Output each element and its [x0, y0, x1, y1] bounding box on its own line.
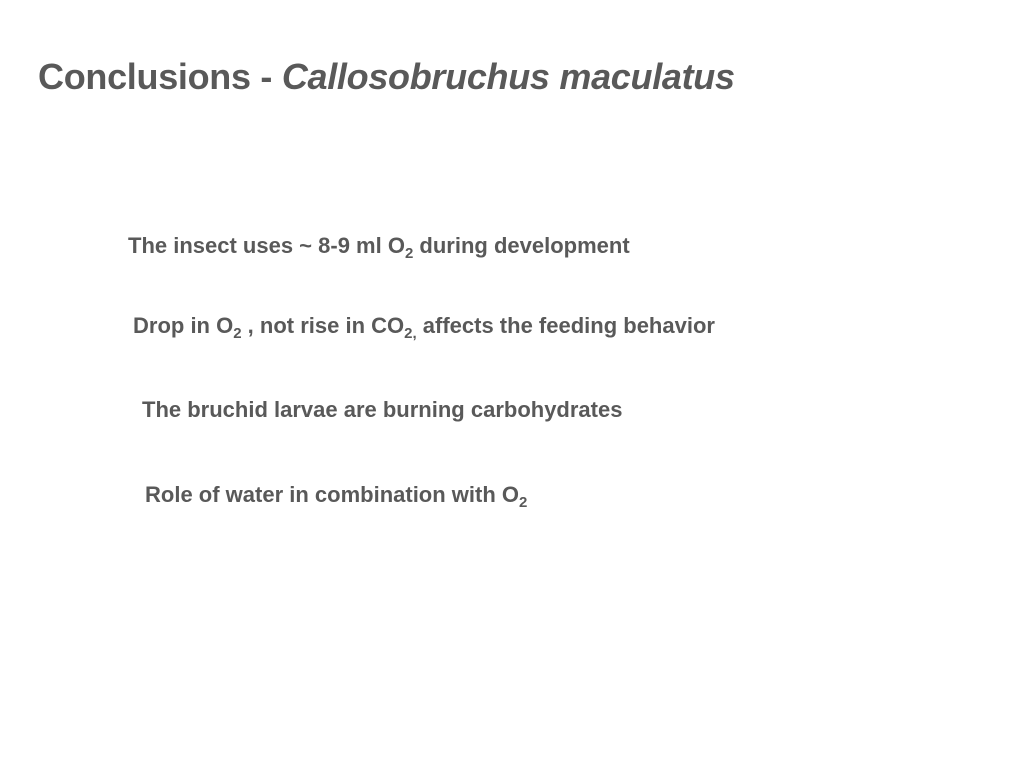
point-text: during development	[413, 233, 630, 258]
point-subscript: 2	[233, 325, 242, 342]
point-text: affects the feeding behavior	[416, 313, 715, 338]
slide-title	[38, 56, 735, 98]
point-text: The bruchid larvae are burning carbohydrates	[142, 397, 623, 422]
point-subscript: 2,	[404, 325, 417, 342]
conclusion-point-carbohydrates	[142, 397, 622, 423]
conclusion-point-oxygen-use	[128, 233, 630, 262]
point-text: , not rise in CO	[241, 313, 405, 338]
title-species: Callosobruchus maculatus	[281, 56, 735, 97]
point-text: Drop in O	[133, 313, 234, 338]
point-subscript: 2	[519, 494, 528, 511]
point-subscript: 2	[404, 245, 414, 262]
conclusion-point-feeding-behavior	[133, 313, 715, 342]
point-text: The insect uses ~ 8-9 ml O	[128, 233, 405, 258]
point-text: Role of water in combination with O	[145, 482, 520, 507]
title-prefix: Conclusions -	[38, 56, 282, 97]
conclusion-point-water-role	[145, 482, 528, 511]
